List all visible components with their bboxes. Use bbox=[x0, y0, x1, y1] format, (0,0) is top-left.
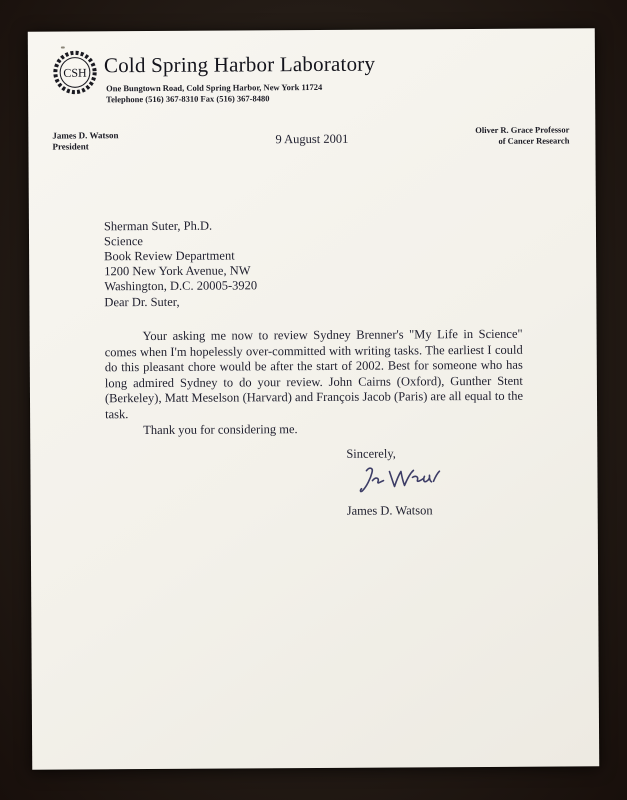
recipient-line: Book Review Department bbox=[104, 248, 235, 264]
professorship-line2: of Cancer Research bbox=[498, 135, 570, 146]
letterhead-street-line: One Bungtown Road, Cold Spring Harbor, New York 11724 bbox=[106, 81, 323, 94]
handwritten-signature bbox=[356, 464, 442, 504]
letterhead-address bbox=[106, 82, 322, 105]
professorship-line1: Oliver R. Grace Professor bbox=[475, 124, 570, 136]
csh-logo-text: CSH bbox=[63, 65, 87, 80]
sender-name: James D. Watson bbox=[52, 130, 119, 141]
scan-artifact-mark bbox=[61, 47, 65, 49]
sender-title: President bbox=[52, 141, 89, 152]
valediction: Sincerely, bbox=[346, 446, 396, 461]
recipient-line: 1200 New York Avenue, NW bbox=[104, 263, 251, 279]
recipient-address-block bbox=[104, 218, 257, 294]
letterhead-phone-line: Telephone (516) 367-8310 Fax (516) 367-8480 bbox=[106, 93, 270, 105]
recipient-line: Washington, D.C. 20005-3920 bbox=[104, 278, 258, 294]
typed-signature-name: James D. Watson bbox=[346, 503, 433, 518]
letter-date: 9 August 2001 bbox=[275, 131, 349, 147]
body-paragraph-2: Thank you for considering me. bbox=[143, 422, 298, 438]
csh-logo-icon bbox=[52, 49, 98, 95]
recipient-line: Sherman Suter, Ph.D. bbox=[103, 218, 213, 234]
recipient-line: Science bbox=[103, 234, 143, 249]
professorship-block bbox=[475, 124, 569, 147]
letter-paper bbox=[28, 28, 599, 769]
salutation: Dear Dr. Suter, bbox=[104, 294, 180, 310]
organization-name: Cold Spring Harbor Laboratory bbox=[103, 51, 376, 78]
body-paragraph-1: Your asking me now to review Sydney Brenner's "My Life in Science" comes when I'm hopelessly over-committed with writing tasks. The earliest I could do this pleasant chore would be after the start of 2002. Best for someone who has long admired Sydney to do your review. John Cairns (Oxford), Gunther Stent (Berkeley), Matt Meselson (Harvard) and François Jacob (Paris) are all equal to the task. bbox=[104, 326, 524, 421]
